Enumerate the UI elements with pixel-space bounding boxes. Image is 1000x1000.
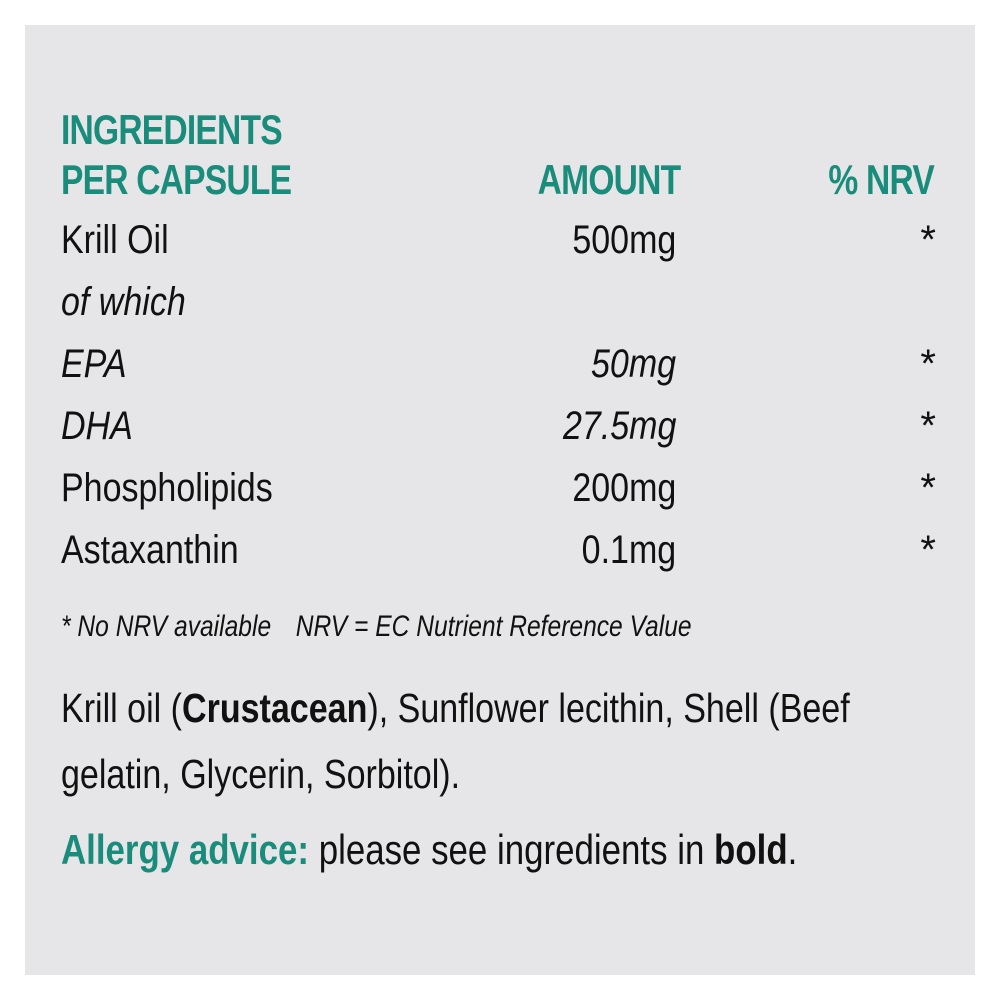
ingredients-text: ), Sunflower lecithin, Shell (Beef — [367, 685, 850, 731]
allergen-ingredient: Crustacean — [182, 685, 368, 731]
ingredient-nrv: * — [920, 528, 936, 572]
ingredient-amount: 500mg — [572, 218, 676, 262]
nrv-column-header: % NRV — [828, 156, 934, 203]
allergy-advice — [61, 820, 797, 880]
table-row — [61, 458, 936, 518]
ingredient-nrv: * — [920, 342, 936, 386]
ingredient-name: of which — [61, 280, 186, 324]
allergy-advice-end: . — [787, 826, 798, 873]
header-line-ingredients: INGREDIENTS — [61, 106, 282, 153]
ingredient-name: Phospholipids — [61, 466, 273, 510]
table-row — [61, 334, 936, 394]
ingredient-nrv: * — [920, 466, 936, 510]
ingredient-name: DHA — [61, 404, 133, 448]
table-row — [61, 396, 936, 456]
ingredients-column-header — [61, 105, 291, 205]
header-line-per-capsule: PER CAPSULE — [61, 156, 292, 203]
ingredient-name: Astaxanthin — [61, 528, 239, 572]
table-row — [61, 272, 936, 332]
ingredients-line-2: gelatin, Glycerin, Sorbitol). — [61, 751, 461, 797]
ingredient-name: Krill Oil — [61, 218, 169, 262]
ingredient-nrv: * — [920, 404, 936, 448]
ingredient-name: EPA — [61, 342, 127, 386]
nrv-footnote — [61, 610, 692, 644]
supplement-facts-panel — [25, 25, 975, 975]
no-nrv-note: * No NRV available — [61, 610, 272, 643]
ingredients-line-1 — [61, 675, 941, 741]
nrv-definition: NRV = EC Nutrient Reference Value — [295, 610, 692, 643]
ingredient-amount: 50mg — [590, 342, 676, 386]
ingredient-amount: 27.5mg — [562, 404, 676, 448]
ingredients-list — [61, 675, 941, 807]
amount-column-header: AMOUNT — [537, 156, 680, 203]
ingredients-text: Krill oil ( — [61, 685, 183, 731]
ingredient-amount: 0.1mg — [581, 528, 676, 572]
allergy-advice-label: Allergy advice: — [61, 826, 310, 873]
allergy-bold-word: bold — [714, 826, 788, 873]
table-row — [61, 210, 936, 270]
allergy-advice-text: please see ingredients in — [309, 826, 715, 873]
table-row — [61, 520, 936, 580]
ingredient-nrv: * — [920, 218, 936, 262]
ingredient-amount: 200mg — [572, 466, 676, 510]
